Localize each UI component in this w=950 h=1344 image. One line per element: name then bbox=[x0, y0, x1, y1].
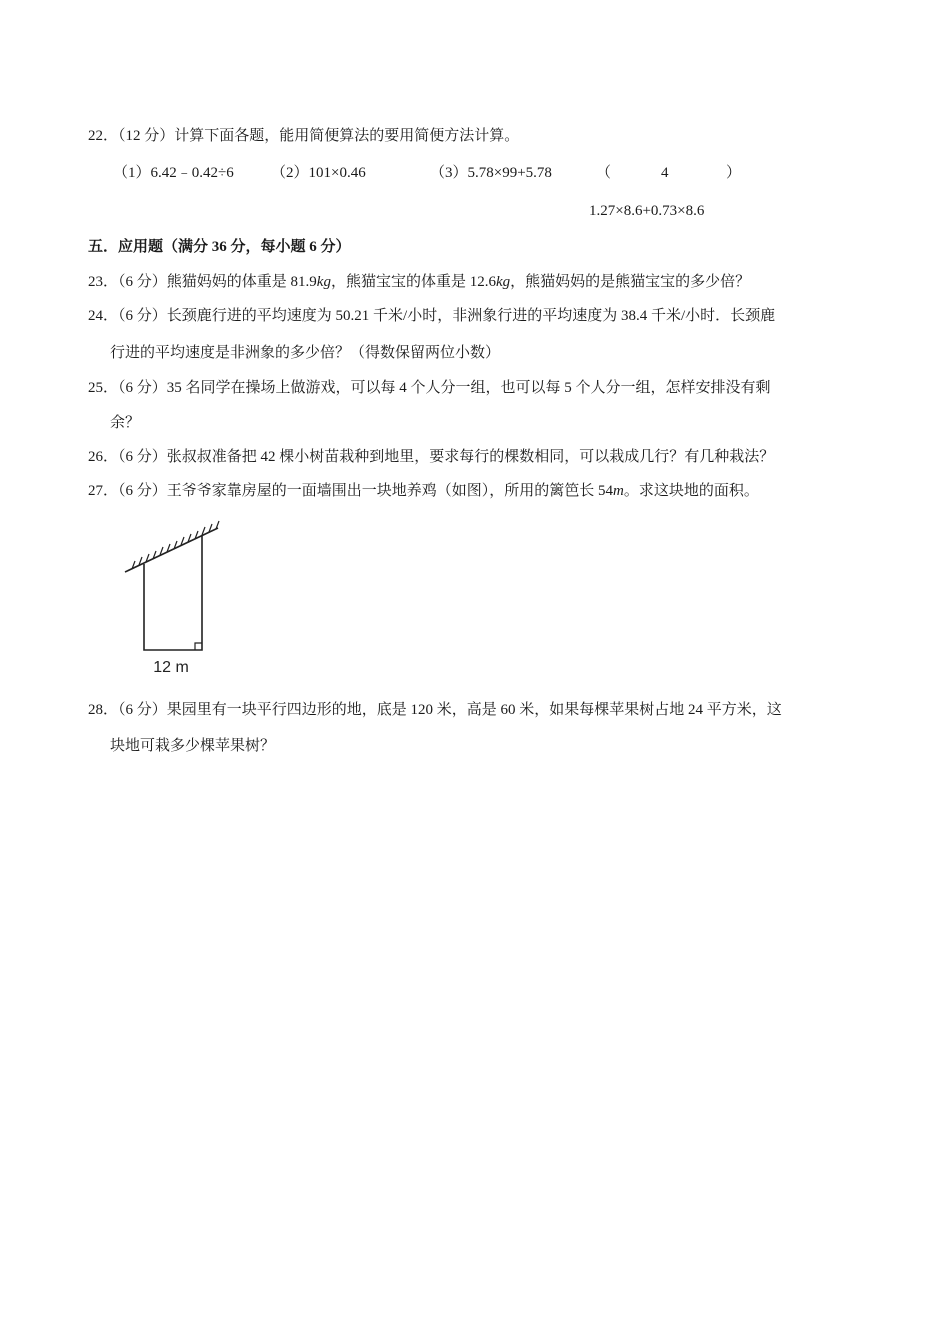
section-5-title: 五．应用题（满分 36 分，每小题 6 分） bbox=[88, 239, 351, 255]
q22-points: （12 分） bbox=[118, 128, 175, 144]
q23-text-b: ，熊猫宝宝的体重是 12.6 bbox=[330, 274, 496, 290]
q22-item-4-open: （ bbox=[596, 165, 612, 181]
q24-line-1 bbox=[88, 306, 775, 326]
q22-number: 22． bbox=[88, 128, 119, 144]
q22-item-4-close: ） bbox=[726, 165, 742, 181]
house-wall-line bbox=[125, 528, 218, 572]
q28-line-1 bbox=[88, 700, 782, 720]
q24-points: （6 分） bbox=[118, 308, 167, 324]
q26-points: （6 分） bbox=[118, 449, 167, 465]
q25-text-1: 35 名同学在操场上做游戏，可以每 4 个人分一组，也可以每 5 个人分一组，怎样安排没有剩 bbox=[166, 380, 771, 396]
q22-item-1: （1）6.42﹣0.42÷6 bbox=[113, 165, 234, 181]
q23-text-a: 熊猫妈妈的体重是 81.9 bbox=[166, 274, 317, 290]
q28-line-2: 块地可栽多少棵苹果树？ bbox=[110, 738, 276, 754]
q24-number: 24． bbox=[88, 308, 119, 324]
figure-base-label: 12 m bbox=[153, 659, 189, 676]
q22-item-4-number: 4 bbox=[661, 165, 669, 181]
q22-item-3: （3）5.78×99+5.78 bbox=[430, 165, 552, 181]
q26-line bbox=[88, 447, 774, 467]
q22-line bbox=[88, 126, 519, 146]
q24-line-2: 行进的平均速度是非洲象的多少倍？（得数保留两位小数） bbox=[110, 345, 501, 361]
q27-points: （6 分） bbox=[118, 483, 167, 499]
q26-number: 26． bbox=[88, 449, 119, 465]
q27-line bbox=[88, 481, 759, 501]
q22-item-2: （2）101×0.46 bbox=[271, 165, 366, 181]
chicken-yard-figure bbox=[118, 518, 228, 680]
q25-line-2: 余？ bbox=[110, 415, 141, 431]
fence-outline bbox=[144, 536, 202, 650]
q27-text-b: 。求这块地的面积。 bbox=[623, 483, 759, 499]
q22-text: 计算下面各题，能用简便算法的要用简便方法计算。 bbox=[174, 128, 520, 144]
q24-text-1: 长颈鹿行进的平均速度为 50.21 千米/小时，非洲象行进的平均速度为 38.4 千米/小时．长颈鹿 bbox=[166, 308, 776, 324]
q28-number: 28． bbox=[88, 702, 119, 718]
q22-item-4-expression: 1.27×8.6+0.73×8.6 bbox=[589, 203, 705, 219]
right-angle-mark bbox=[195, 643, 202, 650]
q27-text-a: 王爷爷家靠房屋的一面墙围出一块地养鸡（如图），所用的篱笆长 54 bbox=[166, 483, 614, 499]
q28-points: （6 分） bbox=[118, 702, 167, 718]
q23-unit-2: kg bbox=[495, 274, 511, 290]
q25-points: （6 分） bbox=[118, 380, 167, 396]
q28-text-1: 果园里有一块平行四边形的地，底是 120 米，高是 60 米，如果每棵苹果树占地 24 平方米，这 bbox=[166, 702, 782, 718]
q23-points: （6 分） bbox=[118, 274, 167, 290]
q23-line bbox=[88, 272, 750, 292]
q26-text: 张叔叔准备把 42 棵小树苗栽种到地里，要求每行的棵数相同，可以栽成几行？有几种栽法？ bbox=[166, 449, 775, 465]
q27-number: 27． bbox=[88, 483, 119, 499]
q25-number: 25． bbox=[88, 380, 119, 396]
q23-unit-1: kg bbox=[316, 274, 331, 290]
q27-unit: m bbox=[613, 483, 624, 499]
q25-line-1 bbox=[88, 378, 771, 398]
q23-number: 23． bbox=[88, 274, 119, 290]
q23-text-c: ，熊猫妈妈的是熊猫宝宝的多少倍？ bbox=[510, 274, 751, 290]
